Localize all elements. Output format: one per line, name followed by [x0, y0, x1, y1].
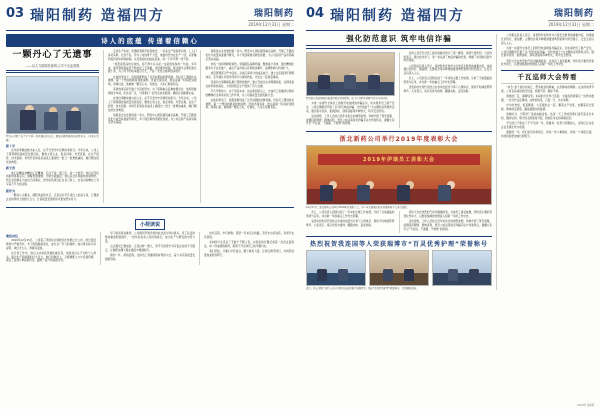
- paragraph: 车间的灯火见证了无数个不眠之夜，实验室的仪器记录着一次次反复验证。每一份成绩的取得，都离不开全体员工的辛勤付出。: [204, 241, 294, 248]
- paragraph: 会上，公司负责人回顾总结了一年来的主要工作成绩，分析了当前面临的形势与任务，并对新一年的重点工作作出部署。: [403, 77, 492, 85]
- award-photo-caption: 近日，我公司职工国等人在全市职业技能竞赛中表现优异，荣获“百灵优秀护理”荣誉称号，受到通报表扬。: [306, 286, 419, 290]
- paragraph: 他们以精益求精的工匠精神，专注于每一道工序、每一个细节；他们以开拓创新的进取意识，破解发展难题、开辟全新路径；他们以无私奉献的赤诚情怀，把企业的事业当成自己的事业，把岗位的责任扛在自己肩上，在各自的舞台上书写着不平凡的业绩。: [6, 171, 99, 186]
- paragraph: 创新是企业发展的第一动力。研发中心团队围绕重点品种，开展工艺路线优化与质量标准提升研究，多个项目取得突破性进展，为公司后续产品布局奠定坚实基础。: [205, 50, 295, 61]
- right-main-block: [306, 34, 492, 290]
- paragraph: 平凡孕育伟大，实干创造未来。站在新的起点上，全体员工将继续以昂扬的精神状态和务实的工作作风，为公司高质量发展贡献力量。: [205, 89, 295, 97]
- right-mid-story: [306, 131, 492, 233]
- paragraph: 会上，公司负责人回顾总结了一年来的主要工作成绩，分析了当前面临的形势与任务，并对新一年的重点工作作出部署。: [306, 211, 395, 218]
- paragraph: 表彰大会在热烈的气氛中圆满结束。全体员工备受鼓舞，纷纷表示要把荣誉化作动力，以更加饱满的热情投入到新一年的工作中去。: [403, 211, 492, 218]
- paragraph: 走进生产车间，机器的轰鸣声此起彼伏，一条条生产线高速运转，工人们各司其职、忙而不乱。作为公司的骨干力量，他始终坚守在生产一线，从原辅料投料到中间体控制，从设备巡检到成品包装，每一个环节都一丝不苟。: [107, 50, 197, 61]
- paragraph: 在他的带动下，班组逐渐形成了比学赶超的浓厚氛围。年轻员工遇到技术难题，第一个想到的就是找他请教；设备出现异常，他总是第一时间赶到现场。同事们说，他就像一颗定心丸，有他在，大家心里就有底。: [205, 98, 295, 110]
- paragraph: 市场一线同样捷报频传。营销团队深耕终端，聚焦客户需求，通过精细化服务与专业化推广，重点产品市场占有率稳步攀升，品牌影响力持续扩大。: [205, 62, 295, 70]
- paragraph: 新的一年，新的征程。全体员工将继续保持昂扬斗志，奋力书写高质量发展新答卷。: [105, 253, 195, 261]
- left-bottom-col-1: [6, 232, 96, 265]
- award-photo-2: [369, 250, 429, 286]
- left-col-3-body: [205, 50, 294, 110]
- paragraph: 时光荏苒，岁月如歌。回望一年来走过的路，有汗水也有收获，有艰辛也有喜悦。: [204, 232, 294, 239]
- section-banner-left: 诗人的底蕴 传递着信赖心: [6, 34, 294, 47]
- left-col-1: [6, 50, 99, 203]
- paragraph: 在他的带动下，班组逐渐形成了比学赶超的浓厚氛围。年轻员工遇到技术难题，第一个想到的就是找他请教；设备出现异常，他总是第一时间赶到现场。同事们说，他就像一颗定心丸，有他在，大家心里就有底。: [107, 75, 197, 86]
- masthead-logo-right: 瑞阳制药: [553, 9, 594, 19]
- right-col-2: [399, 52, 493, 128]
- paragraph: 愿新的一年，我们依旧并肩同行，把每一件小事做好，把每一个承诺兑现，共同迎接更加灿烂的明天。: [501, 131, 594, 138]
- subhead-1: 新十字: [6, 144, 16, 149]
- masthead-logo-block-right: [548, 6, 594, 28]
- masthead-logo-left: 瑞阳制药: [253, 9, 294, 19]
- award-photo-3: [432, 250, 492, 286]
- award-headline: 热烈祝贺我连国等人荣获瑞博市“百灵优秀护理”荣誉称号: [310, 240, 488, 248]
- left-col-2-body: [108, 50, 197, 125]
- left-bottom-section: [6, 207, 294, 265]
- masthead-date-left: 2019年12月31日 星期二: [248, 21, 294, 27]
- right-content: [306, 34, 594, 290]
- right-far-body: [501, 86, 594, 139]
- lead-photo-caption-right: 图为防范电信网络诈骗宣传教育活动现场，员工认真聆听讲解并参与互动问答。: [306, 96, 390, 100]
- subhead-3: 新作为: [6, 188, 16, 193]
- divider-rule: [501, 70, 594, 71]
- paragraph: 为进一步提升全体员工的防范电信网络诈骗意识，切实保护员工财产安全，公司近期组织开展了以“防范电信诈骗、守护钱袋子”为主题的宣传教育活动，通过集中宣讲、案例剖析、现场答疑等多种形式，筑牢安全防线。: [306, 102, 395, 113]
- paragraph: 受表彰的先进代表结合自身岗位经历分享了心得体会，现场不时响起阵阵掌声。大家表示，将以先进为榜样，脚踏实地、奋发进取。: [306, 220, 395, 227]
- paragraph: 活动现场，工作人员结合近年来发生的典型案例，详细介绍了冒充客服、虚假投资理财、刷单返利、冒充公检法等常见诈骗手法与作案特点，提醒大家牢记“不轻信、不透露、不转账”的原则。: [306, 114, 395, 126]
- lead-photo-right: [306, 52, 395, 96]
- page-number-right: 04: [306, 6, 325, 21]
- left-col-2: [103, 50, 197, 203]
- divider-hairline: [501, 83, 594, 84]
- masthead-title-right: 瑞阳制药 造福四方: [330, 8, 465, 24]
- divider-rule: [306, 45, 492, 49]
- lead-deck-left: ——以大力推陈医新的公司干无血管吸: [25, 63, 80, 68]
- award-photo-1: [306, 250, 366, 286]
- paragraph: “质量是药品的生命线，容不得半点马虎。”这是他常说的一句话。多年来，他带领班组成员不断优化工艺参数，改进操作规程，累计提出合理化建议数十条，为公司节约成本数百万元，产品一次性合格率稳步提升。: [107, 62, 197, 74]
- lead-headline-left: 一颗丹心了无遗事: [12, 50, 93, 60]
- paragraph: 为进一步提升全体员工的防范电信网络诈骗意识，切实保护员工财产安全，公司近期组织开展了以“防范电信诈骗、守护钱袋子”为主题的宣传教育活动，通过集中宣讲、案例剖析、现场答疑等多种形式，筑牢安全防线。: [501, 46, 594, 58]
- ceremony-banner-text: 2019年伊瑞员工表彰大会: [318, 154, 480, 165]
- paragraph: 中午的食堂，饭菜飘香。大家围坐在一起，聊着生产进度，也聊着家长里短。简单的话语里，藏着最踏实的温情。: [501, 104, 594, 111]
- award-ceremony-photo: [306, 145, 492, 205]
- paragraph: 清晨的厂区，薄雾轻笼。车间的灯光早已亮起，交接班的同事们一边核对数据，一边交代注意事项。这样的场景，日复一日，从未间断。: [501, 95, 594, 102]
- lead-photo-caption-left: 图为公司职工在生产车间一线开展技术攻关，精益求精保障药品质量安全。（本报记者 摄）: [6, 135, 99, 142]
- paragraph: 在日常工作中，他们主动承担急难险重任务，加班加点从不计较个人得失。面对生产高峰期的巨大压力，他们迎难而上，合理调配人力与设备资源，保证了各项订单按期交付，赢得了客户的高度评价。: [6, 251, 96, 263]
- paragraph: 活动现场，工作人员结合近年来发生的典型案例，详细介绍了冒充客服、虚假投资理财、刷单返利、冒充公检法等常见诈骗手法与作案特点，提醒大家牢记“不轻信、不透露、不转账”的原则。: [403, 220, 492, 231]
- paragraph: 荣誉的背后是无数个日夜的坚守。为了保障重点品种按期交付，他连续数周驻守车间，吃住在厂区，与同事们一起攻克技术瓶颈，确保任务圆满完成。: [107, 88, 197, 95]
- masthead-left: [6, 4, 294, 31]
- mid-photo-caption: 12月27日，浙北新药公司举行2019年度表彰大会，对一年来涌现出的先进集体和个人进行表彰。: [306, 205, 410, 209]
- page-number-left: 03: [6, 6, 25, 21]
- right-col-1: [306, 52, 395, 128]
- bottom-section-title-left: 小荷读说: [135, 219, 165, 230]
- masthead-title-left: 瑞阳制药 造福四方: [30, 8, 165, 24]
- paragraph: 我们坚信，只要心中有信念，脚下就有力量。让我们携手同行，共同奔赴更加美好的明天。: [204, 250, 294, 257]
- paragraph: 表彰大会在热烈的气氛中圆满结束。全体员工备受鼓舞，纷纷表示要把荣誉化作动力，以更加饱满的热情投入到新一年的工作中去。: [501, 59, 594, 67]
- paragraph: 受表彰的先进代表结合自身岗位经历分享了心得体会，现场不时响起阵阵掌声。大家表示，将以先进为榜样，脚踏实地、奋发进取。: [403, 86, 492, 94]
- mid-headline-right: 浙北新药公司举行2019年度表彰大会: [339, 135, 459, 143]
- paragraph: 公司相关负责人表示，将把防诈宣传作为日常安全教育的重要内容，持续通过宣传栏、微信群、主题班会等多种渠道推送典型案例与防范提示，让安全意识深入人心。: [501, 34, 594, 45]
- paragraph: 宣讲人员还针对员工提出的疑问进行了逐一解答，现场气氛热烈。大家纷纷表示，通过此次学习，进一步认清了电信诈骗的危害，掌握了实用的识别与防范技能。: [403, 51, 492, 63]
- paragraph: 学习培训同步推进。公司组织开展多轮技能比武与岗位练兵，员工队伍的整体素质明显提升，一批年轻技术人员迅速成长，成为生产与研发的中坚力量。: [105, 232, 195, 243]
- paragraph: 平凡的日子串成了不平凡的一年。感谢每一位努力奔跑的人，是你们让这家企业充满生机与希望。: [501, 122, 594, 129]
- right-award-section: [306, 236, 492, 290]
- page-right: [300, 0, 600, 409]
- bottom-subhead-left: 聚焦岗位: [6, 234, 19, 239]
- paragraph: 公司相关负责人表示，将把防诈宣传作为日常安全教育的重要内容，持续通过宣传栏、微信群、主题班会等多种渠道推送典型案例与防范提示，让安全意识深入人心。: [403, 64, 492, 76]
- left-col-1-body: [6, 144, 99, 202]
- paragraph: 质量管理部门严守底线，从供应商审计到成品放行，建立全流程闭环管理体系，全年通过多项外部审计与现场核查，未发生一起质量事故。: [205, 71, 295, 79]
- paragraph: 在岗位奉献成就出彩人生，在平凡坚守中诠释使命担当。今年以来，公司上下紧紧围绕高质量发展目标，聚焦主责主业，锐意进取、攻坚克难，在生产经营、技术创新、市场开拓等各条战线上涌现出一批又一批勇挑重担、敢打硬仗的先进典型。: [6, 149, 99, 164]
- right-col-far: [496, 34, 594, 290]
- subhead-2: 新干劲: [6, 166, 16, 171]
- paragraph: 创新是企业发展的第一动力。研发中心团队围绕重点品种，开展工艺路线优化与质量标准提升研究，多个项目取得突破性进展，为公司后续产品布局奠定坚实基础。: [107, 113, 197, 125]
- paragraph: 设备动力保障团队推行预防性维护，建立设备全生命周期档案，关键设备完好率保持高位，为连续稳定生产提供了有力支撑。: [205, 80, 295, 88]
- paragraph: 傍晚时分，夕阳把厂房染成暖金色。结束一天工作的同事们谈笑着走出车间，脚步轻快。明天的太阳照常升起，新的任务也将如期而至。: [501, 113, 594, 120]
- right-far-top-body: [501, 34, 594, 67]
- masthead-date-right: 2019年12月31日 星期二: [548, 21, 594, 27]
- paragraph: 在岗位奉献成就出彩人生，在平凡坚守中诠释使命担当。今年以来，公司上下紧紧围绕高质量发展目标，聚焦主责主业，锐意进取、攻坚克难，在生产经营、技术创新、市场开拓等各条战线上涌现出一批又一批勇挑重担、敢打硬仗的先进典型。: [107, 97, 197, 112]
- left-content: [6, 34, 294, 265]
- right-column-headline: 千瓦巡师大会特看: [517, 73, 578, 81]
- left-bottom-col-2: [100, 232, 195, 265]
- divider-rule: [6, 70, 99, 74]
- paragraph: “初冬”是个美好的词汇，既有收获的厚重，也有静待的期盼。在这样的季节里，公司各条战线依旧忙碌，机器不停、脚步不停。: [501, 86, 594, 93]
- paragraph: 点点微光汇聚成炬。正是这样一群人，用平凡的坚守书写着企业的不凡篇章，让瑞阳这艘大船在激流中稳健前行。: [105, 244, 195, 252]
- page-footer-right: 2019年 第4期: [577, 404, 594, 407]
- paragraph: 一颗丹心为事业，满腔热血铸华章。正是这些平凡岗位上的奋斗者，汇聚起企业持续向上的强大合力，让高质量发展的步伐更加坚实有力。: [6, 194, 99, 201]
- mid-body-col-1: [306, 211, 395, 233]
- masthead-logo-block-left: [248, 6, 294, 28]
- lead-headline-right: 强化防范意识 筑牢电信诈骗: [346, 34, 452, 43]
- mid-body-col-2: [399, 211, 493, 233]
- lead-photo-left: [6, 76, 99, 134]
- masthead-right: [306, 4, 594, 31]
- left-col-3: [200, 50, 294, 203]
- left-bottom-col-3: [199, 232, 294, 265]
- paragraph: 2019年12月15日，公司第三季度综合绩效评比结果正式公布。经过层层筛选与严格考评，多个班组脱颖而出，成为全厂学习的榜样。他们用实际行动证明，岗位无大小，奉献有温度。: [6, 239, 96, 250]
